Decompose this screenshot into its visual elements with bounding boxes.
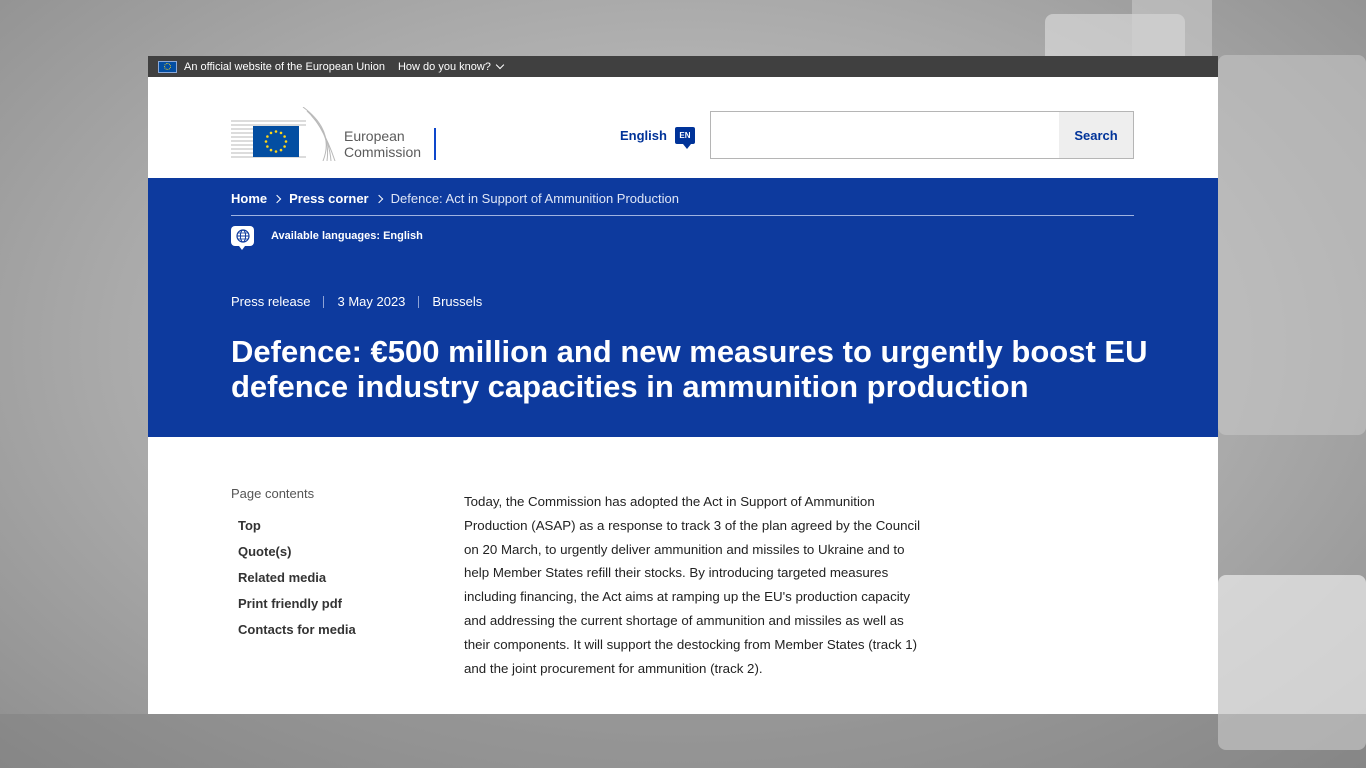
european-commission-logo[interactable] [231,107,441,161]
search-input[interactable] [711,112,1059,158]
language-badge-icon: EN [675,127,695,144]
logo-divider [434,128,436,160]
toc-item-related-media[interactable]: Related media [238,570,327,585]
press-meta [231,294,482,309]
background-panel [1218,55,1366,435]
breadcrumb [231,191,679,206]
site-header [148,77,1218,178]
available-languages[interactable] [231,226,423,246]
page-hero [148,178,1218,437]
how-do-you-know-toggle[interactable] [398,61,503,73]
logo-line-1: European [344,128,405,144]
web-page [148,56,1218,714]
eu-flag-icon [158,61,177,73]
toc-item-print-pdf[interactable]: Print friendly pdf [238,596,342,611]
logo-line-2: Commission [344,144,422,160]
available-languages-label: Available languages: English [271,230,423,242]
breadcrumb-current: Defence: Act in Support of Ammunition Production [390,191,679,206]
eu-official-bar [148,56,1218,77]
breadcrumb-press-corner[interactable]: Press corner [289,191,369,206]
chevron-right-icon [374,194,382,202]
background-panel [1132,0,1212,60]
article-paragraph: Today, the Commission has adopted the Act in Support of Ammunition Production (ASAP) as a response to track 3 of the plan agreed by the Council on 20 March, to urgently deliver ammunition and missiles to Ukraine and to help Member States refill their stocks. By introducing targeted measures including financing, the Act aims at ramping up the EU's production capacity and addressing the current shortage of ammunition and missiles as well as their components. It will support the destocking from Member States (track 1) and the joint procurement for ammunition (track 2). [464,494,921,676]
breadcrumb-home[interactable]: Home [231,191,268,206]
page-title: Defence: €500 million and new measures to urgently boost EU defence industry capacities in ammunition production [231,334,1148,404]
background-panel [0,714,1366,768]
page-contents-nav [238,518,356,648]
how-do-you-know-label: How do you know? [397,60,491,73]
meta-location: Brussels [432,294,483,309]
meta-type: Press release [231,294,311,309]
toc-item-contacts[interactable]: Contacts for media [238,622,356,637]
meta-separator [418,296,419,308]
chevron-right-icon [273,194,281,202]
divider [231,215,1134,216]
eu-flag-icon [253,126,299,157]
page-contents-title: Page contents [231,486,315,501]
toc-item-top[interactable]: Top [238,518,261,533]
meta-date: 3 May 2023 [337,294,406,309]
search-button[interactable]: Search [1059,112,1133,158]
eu-official-text: An official website of the European Union [184,60,385,73]
logo-wordmark [344,128,421,160]
chevron-down-icon [496,61,504,69]
language-label: English [620,128,667,143]
main-content [148,437,1218,714]
language-switcher[interactable] [620,127,695,144]
globe-icon [231,226,254,246]
search-form [710,111,1134,159]
meta-separator [323,296,324,308]
toc-item-quotes[interactable]: Quote(s) [238,544,292,559]
